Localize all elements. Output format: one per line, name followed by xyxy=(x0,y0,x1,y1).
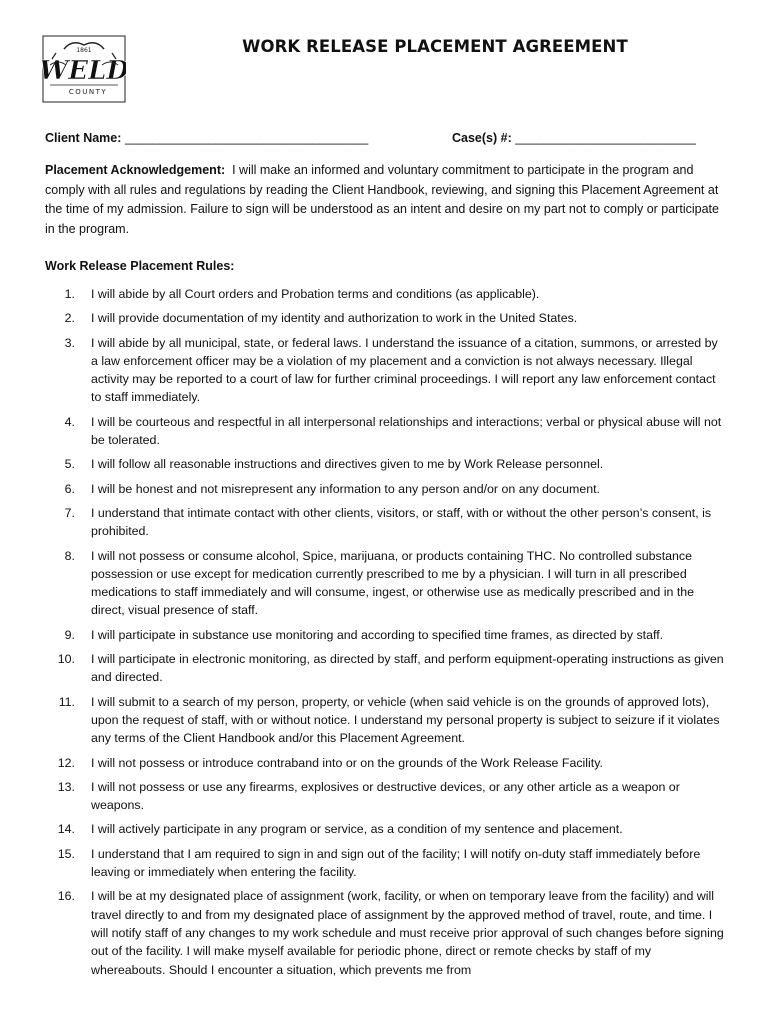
weld-county-seal-icon xyxy=(42,35,126,103)
rule-number: 9. xyxy=(64,627,75,642)
rule-number: 8. xyxy=(64,548,75,563)
client-name-label: Client Name: xyxy=(45,131,122,145)
rule-item xyxy=(45,455,727,473)
rule-text: I will submit to a search of my person, property, or vehicle (when said vehicle is on the grounds of approved lots), upon the request of staff, with or without notice. I understand my personal property is subject to seizure if it violates any terms of the Client Handbook and/or this Placement Agreement. xyxy=(91,694,720,746)
rule-number: 1. xyxy=(64,287,75,301)
rule-text: I understand that intimate contact with other clients, visitors, or staff, with or without the other person’s consent, is prohibited. xyxy=(91,505,712,539)
rule-number: 12. xyxy=(57,755,75,770)
rule-item xyxy=(45,334,727,407)
client-name-field[interactable]: ___________________________________ xyxy=(124,131,369,145)
rules-heading: Work Release Placement Rules: xyxy=(45,259,235,273)
rule-text: I will abide by all municipal, state, or federal laws. I understand the issuance of a citation, summons, or arrested by a law enforcement officer may be a violation of my placement and a conviction is not always necessary. Illegal activity may be reported to a court of law for further criminal proceedings. I will report any law enforcement contact to staff immediately. xyxy=(91,335,718,405)
rule-number: 5. xyxy=(64,457,75,472)
rule-number: 6. xyxy=(64,481,75,496)
rule-number: 15. xyxy=(57,846,75,861)
rule-text: I will be at my designated place of assignment (work, facility, or when on temporary leave from the facility) and will travel directly to and from my designated place of assignment by the approved method of travel, route, and time. I will notify staff of any changes to my work schedule and must receive prior approval of such changes before signing out of the facility. I will make myself available for periodic phone, direct or remote checks by staff of my whereabouts. Should I encounter a situation, which prevents me from xyxy=(91,889,724,977)
rule-number: 11. xyxy=(58,694,75,709)
rule-item xyxy=(45,650,727,687)
rule-number: 13. xyxy=(57,779,75,794)
rule-text: I will be honest and not misrepresent any information to any person and/or on any document. xyxy=(91,481,601,496)
rule-text: I will participate in substance use monitoring and according to specified time frames, as directed by staff. xyxy=(91,627,664,642)
rule-text: I will not possess or consume alcohol, Spice, marijuana, or products containing THC. No controlled substance possession or use except for medication currently prescribed to me by a physician. I will turn in all prescribed medications to staff immediately and will consume, ingest, or otherwise use as medically prescribed and in the direct, visual presence of staff. xyxy=(91,548,695,618)
rule-item xyxy=(45,504,727,541)
client-info-row xyxy=(45,131,725,145)
rule-number: 4. xyxy=(64,414,75,429)
rule-text: I will not possess or introduce contraband into or on the grounds of the Work Release Facility. xyxy=(91,755,603,770)
cases-block xyxy=(452,131,696,145)
rule-text: I will actively participate in any program or service, as a condition of my sentence and placement. xyxy=(91,822,623,837)
acknowledgement-label: Placement Acknowledgement: xyxy=(45,163,226,177)
rule-text: I will abide by all Court orders and Probation terms and conditions (as applicable). xyxy=(91,287,540,301)
placement-acknowledgement xyxy=(45,161,725,239)
document-title: WORK RELEASE PLACEMENT AGREEMENT xyxy=(242,37,628,56)
rule-text: I will follow all reasonable instructions and directives given to me by Work Release personnel. xyxy=(91,457,604,472)
rule-number: 14. xyxy=(57,822,75,837)
cases-label: Case(s) #: xyxy=(452,131,512,145)
rule-item xyxy=(45,285,727,303)
rule-item xyxy=(45,480,727,498)
rule-item xyxy=(45,626,727,644)
rule-text: I will not possess or use any firearms, explosives or destructive devices, or any other article as a weapon or weapons. xyxy=(91,779,680,813)
rule-item xyxy=(45,547,727,620)
rule-text: I will provide documentation of my identity and authorization to work in the United States. xyxy=(91,311,578,326)
logo-year: 1861 xyxy=(76,47,92,54)
rules-list xyxy=(45,285,727,985)
rule-text: I will participate in electronic monitoring, as directed by staff, and perform equipment-operating instructions as given and directed. xyxy=(91,652,724,685)
cases-field[interactable]: __________________________ xyxy=(515,131,696,145)
rule-number: 7. xyxy=(64,505,75,520)
rule-number: 16. xyxy=(57,889,75,904)
rule-item xyxy=(45,887,727,978)
rule-item xyxy=(45,778,727,815)
rule-number: 3. xyxy=(64,335,75,350)
acknowledgement-text: I will make an informed and voluntary commitment to participate in the program and comply with all rules and regulations by reading the Client Handbook, reviewing, and signing this Placement Agreement at the time of my admission. Failure to sign will be understood as an intent and desire on my part not to comply or participate in the program. xyxy=(45,163,719,236)
rule-text: I will be courteous and respectful in all interpersonal relationships and interactions; verbal or physical abuse will not be tolerated. xyxy=(91,414,722,448)
rule-item xyxy=(45,820,727,838)
rule-text: I understand that I am required to sign in and sign out of the facility; I will notify on-duty staff immediately before leaving or immediately when entering the facility. xyxy=(91,846,701,880)
weld-county-logo xyxy=(42,35,126,103)
rule-number: 10. xyxy=(57,652,75,667)
logo-subtext: COUNTY xyxy=(68,88,108,96)
rule-item xyxy=(45,754,727,772)
rule-item xyxy=(45,693,727,748)
rule-item xyxy=(45,845,727,882)
logo-wordmark: WELD xyxy=(42,56,126,86)
rule-item xyxy=(45,309,727,327)
rule-number: 2. xyxy=(64,311,75,326)
rule-item xyxy=(45,413,727,450)
